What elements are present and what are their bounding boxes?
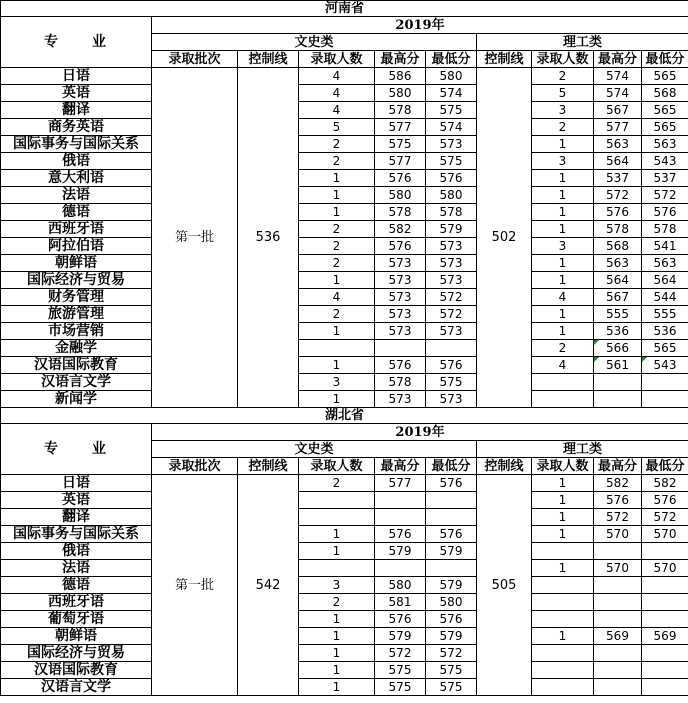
major-name: 金融学 <box>1 340 152 357</box>
wenshi-max: 580 <box>375 85 426 102</box>
ligong-min: 565 <box>642 119 688 136</box>
wenshi-max: 573 <box>375 391 426 408</box>
table-row <box>1 102 688 119</box>
ligong-min <box>642 611 688 628</box>
ligong-count: 1 <box>532 628 594 645</box>
ligong-count: 1 <box>532 272 594 289</box>
wenshi-min: 576 <box>426 475 477 492</box>
henan-col-w-count: 录取人数 <box>299 51 375 68</box>
ligong-count: 1 <box>532 255 594 272</box>
ligong-max: 564 <box>594 153 642 170</box>
wenshi-count: 1 <box>299 611 375 628</box>
wenshi-min: 580 <box>426 68 477 85</box>
ligong-count: 5 <box>532 85 594 102</box>
hubei-ligong-control-line: 505 <box>477 475 532 696</box>
wenshi-min: 580 <box>426 187 477 204</box>
hubei-batch: 第一批 <box>152 475 238 696</box>
ligong-count: 1 <box>532 204 594 221</box>
wenshi-max: 573 <box>375 289 426 306</box>
table-row <box>1 119 688 136</box>
henan-col-l-min: 最低分 <box>642 51 688 68</box>
wenshi-min: 573 <box>426 391 477 408</box>
hubei-year-header: 2019年 <box>152 424 688 441</box>
wenshi-min: 575 <box>426 662 477 679</box>
wenshi-max <box>375 509 426 526</box>
major-name: 葡萄牙语 <box>1 611 152 628</box>
major-name: 法语 <box>1 560 152 577</box>
wenshi-min <box>426 340 477 357</box>
wenshi-count: 1 <box>299 357 375 374</box>
table-row <box>1 221 688 238</box>
henan-col-l-max: 最高分 <box>594 51 642 68</box>
wenshi-count: 2 <box>299 255 375 272</box>
table-row <box>1 289 688 306</box>
ligong-max <box>594 543 642 560</box>
hubei-major-header: 专 业 <box>1 424 152 475</box>
ligong-count: 1 <box>532 187 594 204</box>
ligong-max: 570 <box>594 560 642 577</box>
wenshi-min <box>426 492 477 509</box>
henan-year-header: 2019年 <box>152 17 688 34</box>
table-row <box>1 526 688 543</box>
wenshi-count: 1 <box>299 323 375 340</box>
wenshi-min <box>426 560 477 577</box>
wenshi-max: 576 <box>375 238 426 255</box>
wenshi-min: 575 <box>426 679 477 696</box>
ligong-max <box>594 577 642 594</box>
wenshi-count: 4 <box>299 289 375 306</box>
ligong-max: 568 <box>594 238 642 255</box>
ligong-min: 563 <box>642 136 688 153</box>
ligong-min <box>642 645 688 662</box>
wenshi-max: 576 <box>375 526 426 543</box>
ligong-min: 563 <box>642 255 688 272</box>
table-row <box>1 306 688 323</box>
table-row <box>1 560 688 577</box>
henan-province-title: 河南省 <box>1 1 688 17</box>
ligong-max: 572 <box>594 509 642 526</box>
wenshi-count: 4 <box>299 102 375 119</box>
table-row <box>1 543 688 560</box>
table-row <box>1 577 688 594</box>
wenshi-max: 576 <box>375 611 426 628</box>
ligong-min: 536 <box>642 323 688 340</box>
henan-wenshi-control-line: 536 <box>238 68 299 408</box>
wenshi-max: 575 <box>375 662 426 679</box>
ligong-min: 569 <box>642 628 688 645</box>
wenshi-max: 573 <box>375 306 426 323</box>
ligong-max: 566 <box>594 340 642 357</box>
major-name: 汉语言文学 <box>1 679 152 696</box>
ligong-max <box>594 679 642 696</box>
wenshi-min: 572 <box>426 306 477 323</box>
wenshi-min: 572 <box>426 645 477 662</box>
table-row <box>1 204 688 221</box>
hubei-col-w-control: 控制线 <box>238 458 299 475</box>
ligong-min: 568 <box>642 85 688 102</box>
wenshi-min: 573 <box>426 323 477 340</box>
table-row <box>1 475 688 492</box>
ligong-min: 576 <box>642 492 688 509</box>
ligong-count: 1 <box>532 509 594 526</box>
wenshi-max: 573 <box>375 323 426 340</box>
ligong-max: 536 <box>594 323 642 340</box>
wenshi-count <box>299 492 375 509</box>
ligong-count: 2 <box>532 68 594 85</box>
table-row <box>1 68 688 85</box>
wenshi-max: 579 <box>375 628 426 645</box>
ligong-count <box>532 374 594 391</box>
ligong-min: 565 <box>642 68 688 85</box>
wenshi-count <box>299 560 375 577</box>
table-row <box>1 340 688 357</box>
table-row <box>1 170 688 187</box>
ligong-count <box>532 611 594 628</box>
table-row <box>1 187 688 204</box>
major-name: 法语 <box>1 187 152 204</box>
ligong-min: 537 <box>642 170 688 187</box>
ligong-max <box>594 374 642 391</box>
ligong-count: 3 <box>532 153 594 170</box>
table-row <box>1 85 688 102</box>
wenshi-min: 575 <box>426 102 477 119</box>
major-name: 国际事务与国际关系 <box>1 136 152 153</box>
table-row <box>1 238 688 255</box>
table-row <box>1 323 688 340</box>
wenshi-count: 2 <box>299 475 375 492</box>
wenshi-min: 576 <box>426 526 477 543</box>
wenshi-count: 1 <box>299 204 375 221</box>
wenshi-max: 581 <box>375 594 426 611</box>
wenshi-max: 573 <box>375 272 426 289</box>
wenshi-count: 1 <box>299 187 375 204</box>
ligong-max: 563 <box>594 255 642 272</box>
wenshi-min: 573 <box>426 272 477 289</box>
ligong-count <box>532 577 594 594</box>
table-row <box>1 594 688 611</box>
henan-col-w-control: 控制线 <box>238 51 299 68</box>
wenshi-min: 573 <box>426 136 477 153</box>
wenshi-min: 576 <box>426 170 477 187</box>
major-name: 财务管理 <box>1 289 152 306</box>
wenshi-count: 2 <box>299 136 375 153</box>
table-row <box>1 628 688 645</box>
ligong-max: 567 <box>594 289 642 306</box>
ligong-max: 578 <box>594 221 642 238</box>
ligong-max: 582 <box>594 475 642 492</box>
wenshi-max: 582 <box>375 221 426 238</box>
ligong-count: 3 <box>532 238 594 255</box>
wenshi-count <box>299 509 375 526</box>
wenshi-count: 5 <box>299 119 375 136</box>
wenshi-max: 578 <box>375 102 426 119</box>
wenshi-min: 580 <box>426 594 477 611</box>
wenshi-min: 574 <box>426 119 477 136</box>
ligong-min: 544 <box>642 289 688 306</box>
wenshi-max: 580 <box>375 577 426 594</box>
ligong-count <box>532 594 594 611</box>
wenshi-max: 573 <box>375 255 426 272</box>
table-row <box>1 509 688 526</box>
wenshi-max <box>375 560 426 577</box>
table-row <box>1 645 688 662</box>
ligong-min: 576 <box>642 204 688 221</box>
wenshi-count: 2 <box>299 153 375 170</box>
wenshi-max: 586 <box>375 68 426 85</box>
ligong-count: 2 <box>532 119 594 136</box>
major-name: 国际事务与国际关系 <box>1 526 152 543</box>
wenshi-max: 578 <box>375 204 426 221</box>
ligong-min: 565 <box>642 340 688 357</box>
wenshi-count <box>299 340 375 357</box>
wenshi-max: 575 <box>375 136 426 153</box>
wenshi-min: 576 <box>426 357 477 374</box>
hubei-col-w-min: 最低分 <box>426 458 477 475</box>
ligong-min <box>642 543 688 560</box>
ligong-min: 570 <box>642 560 688 577</box>
ligong-min: 572 <box>642 509 688 526</box>
ligong-max <box>594 594 642 611</box>
major-name: 德语 <box>1 577 152 594</box>
hubei-col-w-max: 最高分 <box>375 458 426 475</box>
wenshi-max: 579 <box>375 543 426 560</box>
wenshi-max: 576 <box>375 170 426 187</box>
henan-ligong-control-line: 502 <box>477 68 532 408</box>
table-row <box>1 679 688 696</box>
ligong-min: 543 <box>642 357 688 374</box>
major-name: 商务英语 <box>1 119 152 136</box>
major-name: 意大利语 <box>1 170 152 187</box>
major-name: 英语 <box>1 492 152 509</box>
henan-major-header: 专 业 <box>1 17 152 68</box>
ligong-min: 565 <box>642 102 688 119</box>
major-name: 新闻学 <box>1 391 152 408</box>
wenshi-min: 579 <box>426 543 477 560</box>
ligong-count: 1 <box>532 475 594 492</box>
major-name: 市场营销 <box>1 323 152 340</box>
ligong-count: 1 <box>532 306 594 323</box>
wenshi-min: 573 <box>426 238 477 255</box>
ligong-max: 576 <box>594 492 642 509</box>
ligong-max <box>594 662 642 679</box>
wenshi-count: 1 <box>299 679 375 696</box>
ligong-max: 572 <box>594 187 642 204</box>
wenshi-count: 4 <box>299 68 375 85</box>
major-name: 阿拉伯语 <box>1 238 152 255</box>
wenshi-min: 574 <box>426 85 477 102</box>
henan-ligong-header: 理工类 <box>477 34 688 51</box>
wenshi-count: 1 <box>299 662 375 679</box>
hubei-province-title: 湖北省 <box>1 408 688 424</box>
ligong-count <box>532 543 594 560</box>
major-name: 俄语 <box>1 153 152 170</box>
ligong-min <box>642 662 688 679</box>
table-row <box>1 391 688 408</box>
ligong-count <box>532 662 594 679</box>
ligong-count: 1 <box>532 492 594 509</box>
ligong-count <box>532 391 594 408</box>
major-name: 西班牙语 <box>1 221 152 238</box>
wenshi-count: 2 <box>299 306 375 323</box>
hubei-col-l-count: 录取人数 <box>532 458 594 475</box>
ligong-max: 576 <box>594 204 642 221</box>
henan-wenshi-header: 文史类 <box>152 34 477 51</box>
major-name: 英语 <box>1 85 152 102</box>
major-name: 汉语国际教育 <box>1 357 152 374</box>
ligong-max: 567 <box>594 102 642 119</box>
wenshi-max <box>375 492 426 509</box>
ligong-max: 574 <box>594 85 642 102</box>
hubei-wenshi-control-line: 542 <box>238 475 299 696</box>
hubei-col-batch: 录取批次 <box>152 458 238 475</box>
table-row <box>1 136 688 153</box>
henan-col-w-max: 最高分 <box>375 51 426 68</box>
major-name: 朝鲜语 <box>1 628 152 645</box>
ligong-min: 543 <box>642 153 688 170</box>
ligong-count: 1 <box>532 170 594 187</box>
major-name: 翻译 <box>1 102 152 119</box>
hubei-wenshi-header: 文史类 <box>152 441 477 458</box>
ligong-min <box>642 679 688 696</box>
henan-col-l-count: 录取人数 <box>532 51 594 68</box>
major-name: 汉语国际教育 <box>1 662 152 679</box>
henan-col-w-min: 最低分 <box>426 51 477 68</box>
major-name: 国际经济与贸易 <box>1 645 152 662</box>
major-name: 西班牙语 <box>1 594 152 611</box>
major-name: 俄语 <box>1 543 152 560</box>
wenshi-min: 579 <box>426 628 477 645</box>
ligong-max: 537 <box>594 170 642 187</box>
wenshi-count: 2 <box>299 238 375 255</box>
major-name: 汉语言文学 <box>1 374 152 391</box>
ligong-max: 555 <box>594 306 642 323</box>
wenshi-min: 573 <box>426 255 477 272</box>
ligong-count: 1 <box>532 560 594 577</box>
major-name: 朝鲜语 <box>1 255 152 272</box>
ligong-min <box>642 594 688 611</box>
ligong-max: 564 <box>594 272 642 289</box>
table-row <box>1 357 688 374</box>
wenshi-min: 576 <box>426 611 477 628</box>
ligong-count: 4 <box>532 357 594 374</box>
table-row <box>1 374 688 391</box>
wenshi-count: 1 <box>299 628 375 645</box>
ligong-min <box>642 374 688 391</box>
wenshi-min: 575 <box>426 153 477 170</box>
wenshi-count: 2 <box>299 594 375 611</box>
wenshi-count: 3 <box>299 577 375 594</box>
wenshi-max: 576 <box>375 357 426 374</box>
wenshi-max: 580 <box>375 187 426 204</box>
hubei-col-l-min: 最低分 <box>642 458 688 475</box>
ligong-count: 2 <box>532 340 594 357</box>
ligong-count: 1 <box>532 526 594 543</box>
major-name: 国际经济与贸易 <box>1 272 152 289</box>
hubei-col-w-count: 录取人数 <box>299 458 375 475</box>
wenshi-count: 3 <box>299 374 375 391</box>
wenshi-min: 579 <box>426 577 477 594</box>
ligong-count: 1 <box>532 323 594 340</box>
wenshi-max <box>375 340 426 357</box>
wenshi-count: 1 <box>299 272 375 289</box>
henan-col-l-control: 控制线 <box>477 51 532 68</box>
ligong-max: 577 <box>594 119 642 136</box>
ligong-max <box>594 611 642 628</box>
major-name: 日语 <box>1 68 152 85</box>
wenshi-max: 575 <box>375 679 426 696</box>
henan-batch: 第一批 <box>152 68 238 408</box>
wenshi-min: 579 <box>426 221 477 238</box>
table-row <box>1 255 688 272</box>
ligong-max: 563 <box>594 136 642 153</box>
ligong-min <box>642 577 688 594</box>
ligong-max: 561 <box>594 357 642 374</box>
ligong-min: 555 <box>642 306 688 323</box>
ligong-count: 1 <box>532 221 594 238</box>
wenshi-min <box>426 509 477 526</box>
ligong-max <box>594 645 642 662</box>
ligong-max: 574 <box>594 68 642 85</box>
table-row <box>1 662 688 679</box>
henan-col-batch: 录取批次 <box>152 51 238 68</box>
wenshi-count: 1 <box>299 645 375 662</box>
wenshi-count: 1 <box>299 170 375 187</box>
hubei-ligong-header: 理工类 <box>477 441 688 458</box>
ligong-count: 1 <box>532 136 594 153</box>
ligong-max <box>594 391 642 408</box>
ligong-min: 541 <box>642 238 688 255</box>
wenshi-count: 1 <box>299 543 375 560</box>
ligong-min: 582 <box>642 475 688 492</box>
wenshi-count: 4 <box>299 85 375 102</box>
table-row <box>1 153 688 170</box>
table-row <box>1 272 688 289</box>
hubei-col-l-control: 控制线 <box>477 458 532 475</box>
major-name: 旅游管理 <box>1 306 152 323</box>
wenshi-count: 1 <box>299 526 375 543</box>
ligong-max: 570 <box>594 526 642 543</box>
major-name: 德语 <box>1 204 152 221</box>
wenshi-max: 578 <box>375 374 426 391</box>
wenshi-max: 572 <box>375 645 426 662</box>
table-row <box>1 492 688 509</box>
wenshi-min: 572 <box>426 289 477 306</box>
ligong-min: 578 <box>642 221 688 238</box>
ligong-min: 564 <box>642 272 688 289</box>
ligong-count <box>532 679 594 696</box>
major-name: 日语 <box>1 475 152 492</box>
wenshi-count: 2 <box>299 221 375 238</box>
ligong-min: 570 <box>642 526 688 543</box>
ligong-count: 4 <box>532 289 594 306</box>
major-name: 翻译 <box>1 509 152 526</box>
wenshi-count: 1 <box>299 391 375 408</box>
wenshi-max: 577 <box>375 153 426 170</box>
ligong-count <box>532 645 594 662</box>
wenshi-min: 575 <box>426 374 477 391</box>
wenshi-max: 577 <box>375 119 426 136</box>
ligong-min <box>642 391 688 408</box>
ligong-max: 569 <box>594 628 642 645</box>
ligong-count: 3 <box>532 102 594 119</box>
wenshi-max: 577 <box>375 475 426 492</box>
wenshi-min: 578 <box>426 204 477 221</box>
hubei-col-l-max: 最高分 <box>594 458 642 475</box>
table-row <box>1 611 688 628</box>
ligong-min: 572 <box>642 187 688 204</box>
